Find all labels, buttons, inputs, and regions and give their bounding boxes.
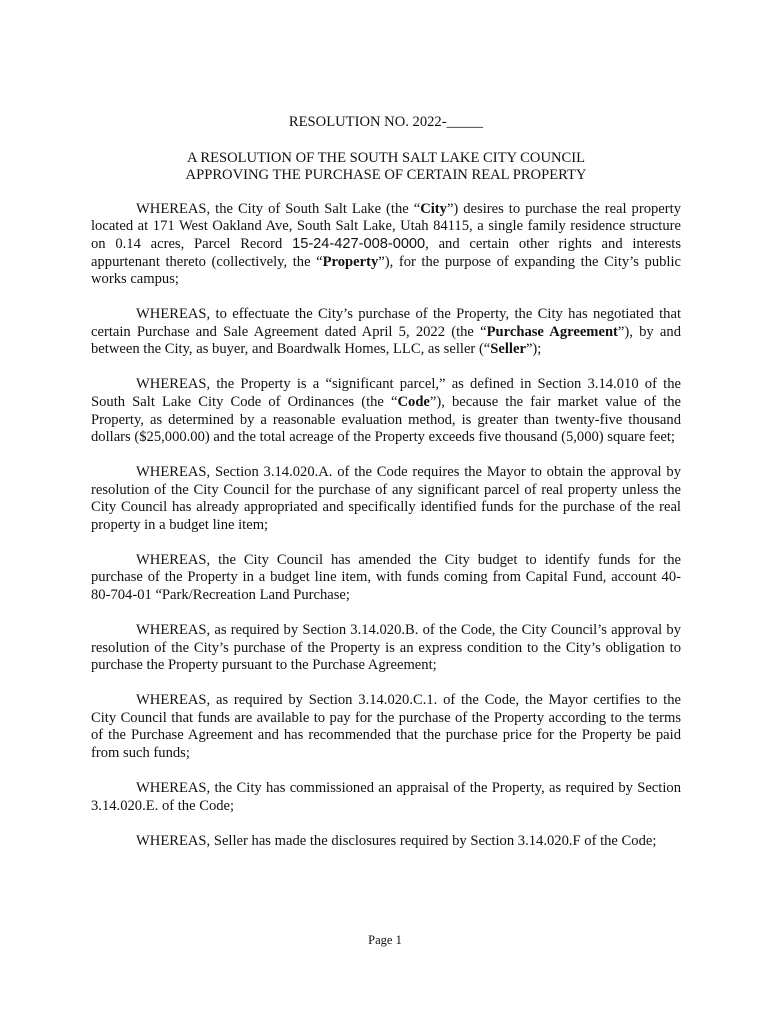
defined-term-purchase-agreement: Purchase Agreement <box>486 323 618 340</box>
defined-term-code: Code <box>397 393 430 410</box>
paragraph-text: ”), by and between the City, as buyer, and Boardwalk Homes, LLC, as seller (“ <box>91 323 681 358</box>
resolution-number: RESOLUTION NO. 2022-_____ <box>288 114 484 130</box>
whereas-paragraph-5: WHEREAS, the City Council has amended the City budget to identify funds for the purchase of the Property in a budget line item, with funds coming from Capital Fund, account 40-80-704-01 “Park/Recreation Land Purchase; <box>91 551 681 604</box>
paragraph-text: WHEREAS, the City of South Salt Lake (the “ <box>136 200 421 217</box>
resolution-title <box>91 150 681 185</box>
document-body <box>91 114 681 850</box>
whereas-paragraph-3 <box>91 376 681 446</box>
defined-term-seller: Seller <box>490 341 526 358</box>
whereas-paragraph-1 <box>91 201 681 289</box>
whereas-paragraph-7: WHEREAS, as required by Section 3.14.020.C.1. of the Code, the Mayor certifies to the City Council that funds are available to pay for the purchase of the Property according to the terms of the Purchase Agreement and has recommended that the purchase price for the Property be paid from such funds; <box>91 692 681 761</box>
whereas-paragraph-4: WHEREAS, Section 3.14.020.A. of the Code requires the Mayor to obtain the approval by resolution of the City Council for the purchase of any significant parcel of real property unless the City Council has already appropriated and specifically identified funds for the purchase of the real property in a budget line item; <box>91 464 681 533</box>
page-number: Page 1 <box>368 933 402 947</box>
paragraph-text: WHEREAS, to effectuate the City’s purchase of the Property, the City has negotiated that certain Purchase and Sale Agreement dated April 5, 2022 (the “ <box>91 306 681 340</box>
whereas-paragraph-2 <box>91 306 681 359</box>
whereas-paragraph-8: WHEREAS, the City has commissioned an appraisal of the Property, as required by Section 3.14.020.E. of the Code; <box>91 779 681 814</box>
paragraph-text: WHEREAS, the Property is a “significant parcel,” as defined in Section 3.14.010 of the South Salt Lake City Code of Ordinances (the “ <box>91 376 681 410</box>
parcel-record-number: 15-24-427-008-0000 <box>292 235 426 252</box>
whereas-paragraph-6: WHEREAS, as required by Section 3.14.020.B. of the Code, the City Council’s approval by resolution of the City’s purchase of the Property is an express condition to the City’s obligation to purchase the Property pursuant to the Purchase Agreement; <box>91 622 681 674</box>
paragraph-text: ”), for the purpose of expanding the City’s public works campus; <box>91 253 681 288</box>
paragraph-text: ”) desires to purchase the real property located at 171 West Oakland Ave, South Salt Lake, Utah 84115, a single family residence structure on 0.14 acres, Parcel Record <box>91 200 681 252</box>
defined-term-city: City <box>420 200 447 217</box>
paragraph-text: , and certain other rights and interests appurtenant thereto (collectively, the “ <box>91 235 681 270</box>
whereas-paragraph-9: WHEREAS, Seller has made the disclosures required by Section 3.14.020.F of the Code; <box>136 832 657 849</box>
resolution-title-line-1: A RESOLUTION OF THE SOUTH SALT LAKE CITY COUNCIL <box>186 149 586 166</box>
defined-term-property: Property <box>322 253 379 270</box>
paragraph-text: ”); <box>525 341 542 358</box>
resolution-title-line-2: APPROVING THE PURCHASE OF CERTAIN REAL PROPERTY <box>185 167 587 184</box>
paragraph-text: ”), because the fair market value of the Property, as determined by a reasonable evaluation method, is greater than twenty-five thousand dollars ($25,000.00) and the total acreage of the Property exceeds five thousand (5,000) square feet; <box>91 393 681 446</box>
